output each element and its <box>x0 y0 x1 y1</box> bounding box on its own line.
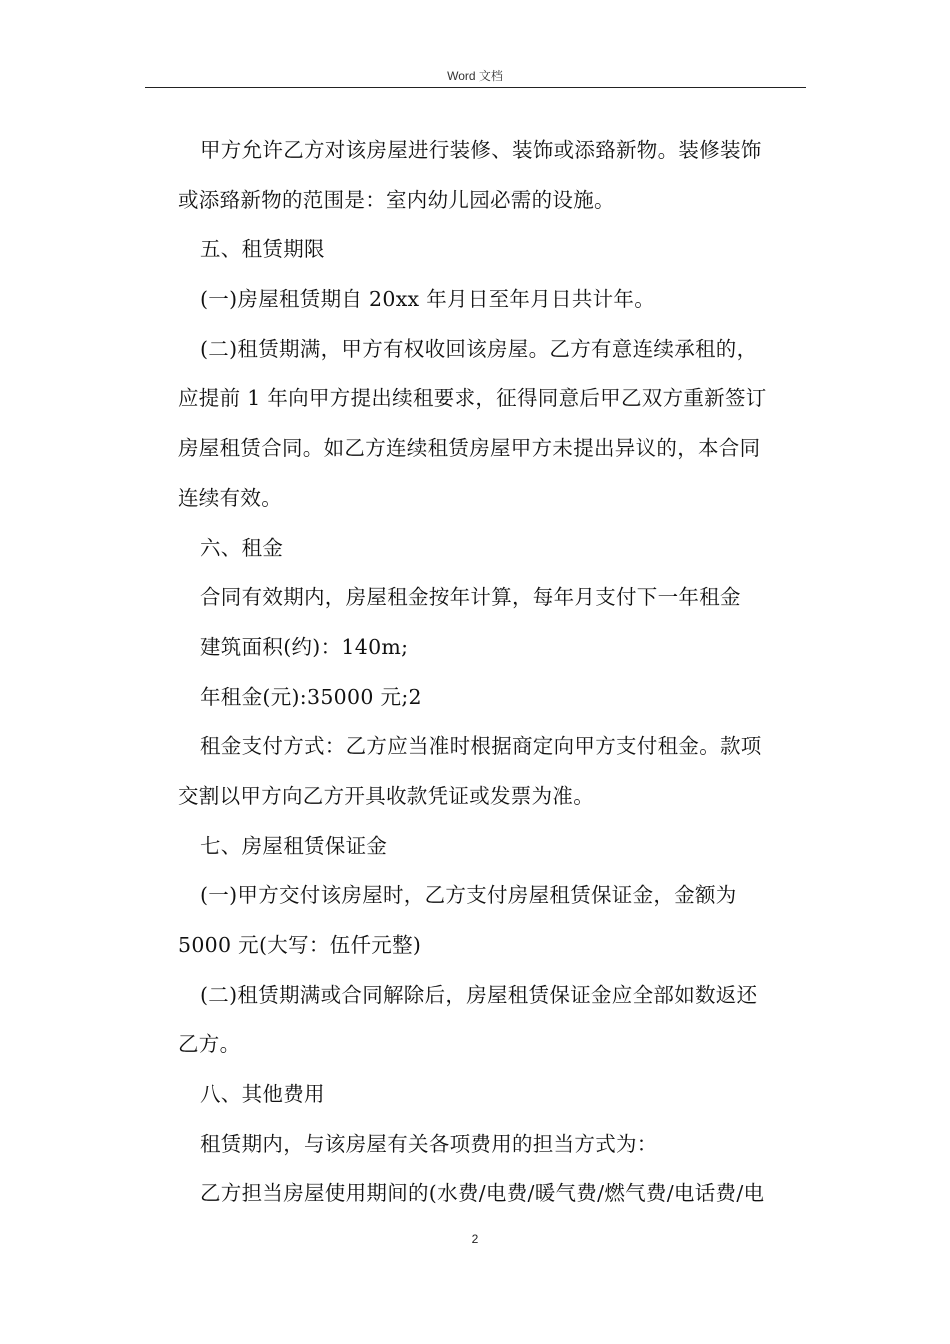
paragraph-line: 甲方允许乙方对该房屋进行装修、装饰或添臵新物。装修装饰 <box>200 138 762 162</box>
paragraph-line: 合同有效期内，房屋租金按年计算，每年月支付下一年租金 <box>200 585 741 610</box>
paragraph-line: 租金支付方式：乙方应当准时根据商定向甲方支付租金。款项 <box>200 734 762 759</box>
paragraph-line: 或添臵新物的范围是：室内幼儿园必需的设施。 <box>178 187 615 212</box>
document-body <box>178 126 808 1219</box>
paragraph-line: 应提前 1 年向甲方提出续租要求，征得同意后甲乙双方重新签订 <box>178 386 767 411</box>
paragraph-line: 年租金(元):35000 元;2 <box>200 684 422 709</box>
paragraph-line: 连续有效。 <box>178 485 282 510</box>
header-divider <box>145 87 806 88</box>
section-heading: 八、其他费用 <box>200 1082 325 1107</box>
section-heading: 五、租赁期限 <box>200 237 325 262</box>
section-heading: 六、租金 <box>200 535 284 560</box>
paragraph-line: (二)租赁期满，甲方有权收回该房屋。乙方有意连续承租的， <box>200 336 758 361</box>
paragraph-line: 5000 元(大写：伍仟元整) <box>178 933 422 957</box>
paragraph-line: 乙方担当房屋使用期间的(水费/电费/暖气费/燃气费/电话费/电 <box>200 1181 765 1206</box>
paragraph-line: 建筑面积(约)：140m; <box>200 634 409 659</box>
paragraph-line: 乙方。 <box>178 1032 241 1057</box>
paragraph-line: 房屋租赁合同。如乙方连续租赁房屋甲方未提出异议的，本合同 <box>178 436 761 461</box>
page-header-title: Word 文档 <box>447 69 503 83</box>
page-number: 2 <box>471 1232 479 1246</box>
section-heading: 七、房屋租赁保证金 <box>200 833 388 858</box>
paragraph-line: 租赁期内，与该房屋有关各项费用的担当方式为： <box>200 1131 658 1156</box>
paragraph-line: 交割以甲方向乙方开具收款凭证或发票为准。 <box>178 783 594 808</box>
paragraph-line: (一)房屋租赁期自 20xx 年月日至年月日共计年。 <box>200 287 656 312</box>
paragraph-line: (一)甲方交付该房屋时，乙方支付房屋租赁保证金，金额为 <box>200 883 737 908</box>
paragraph-line: (二)租赁期满或合同解除后，房屋租赁保证金应全部如数返还 <box>200 982 758 1007</box>
